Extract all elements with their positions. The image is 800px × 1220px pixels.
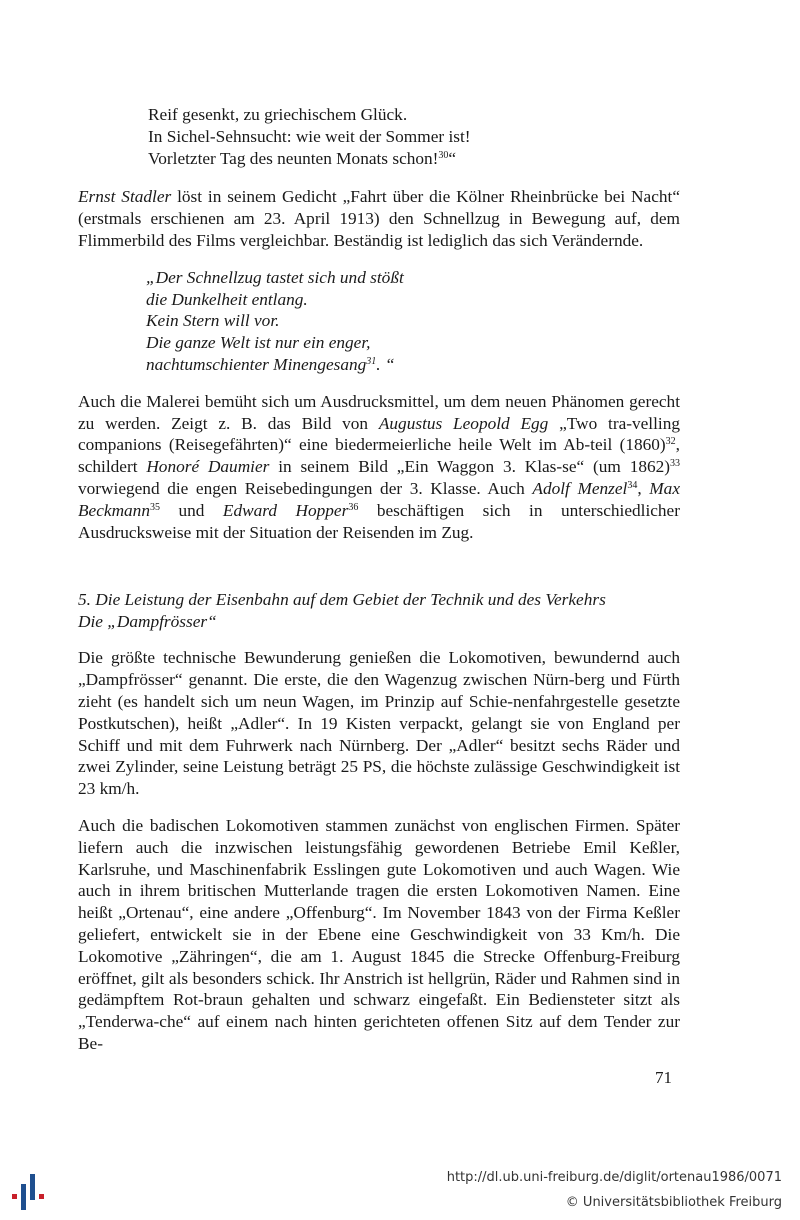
- footnote-ref: 32: [665, 436, 676, 448]
- footnote-ref: 33: [670, 458, 681, 470]
- text-column: [78, 104, 680, 1070]
- paragraph-text: beschäftigen sich in unterschiedlicher Ausdrucksweise mit der Situation der Reisenden im Zug.: [78, 500, 680, 542]
- verse-quote-2: [78, 267, 680, 376]
- footnote-ref: 34: [627, 479, 638, 491]
- verse-line: In Sichel-Sehnsucht: wie weit der Sommer ist!: [148, 126, 471, 146]
- section-title: 5. Die Leistung der Eisenbahn auf dem Gebiet der Technik und des Verkehrs: [78, 590, 606, 610]
- paragraph-text: , schildert: [78, 435, 680, 477]
- paragraph-malerei: [78, 391, 680, 544]
- artist-name: Adolf Menzel: [532, 478, 628, 498]
- footnote-ref: 30: [438, 149, 449, 161]
- artist-name: Honoré Daumier: [146, 457, 270, 477]
- page-number: 71: [655, 1068, 672, 1087]
- paragraph-badische-lokomotiven: Auch die badischen Lokomotiven stammen zunächst von englischen Firmen. Später liefern auch die inzwischen leistungsfähig gewordenen Betriebe Emil Keßler, Karlsruhe, und Maschinenfabrik Esslingen gute Lokomotiven und auch Wagen. Wie auch in ihrem britischen Mutterlande tragen die ersten Lokomotiven Namen. Eine heißt „Ortenau“, eine andere „Offenburg“. Im November 1843 von der Firma Keßler geliefert, entwickelt sie in der Ebene eine Geschwindigkeit von 33 Km/h. Die Lokomotive „Zähringen“, die am 1. August 1845 die Strecke Offenburg-Freiburg eröffnet, gilt als besonders schick. Ihr Anstrich ist hellgrün, Räder und Rahmen sind in gedämpftem Rot-braun gehalten und schwarz eingefaßt. Ein Bediensteter sitzt als „Tenderwa-che“ auf einem nach hinten gerichteten offenen Sitz auf dem Tender zur Be-: [78, 815, 680, 1053]
- verse-line: Die ganze Welt ist nur ein enger,: [146, 333, 371, 353]
- artist-name: Max Beckmann: [78, 478, 680, 520]
- verse-line: Reif gesenkt, zu griechischem Glück.: [148, 105, 408, 124]
- paragraph-text: und: [159, 500, 223, 520]
- section-subtitle: Die „Dampfrösser“: [78, 612, 217, 632]
- verse-text: nachtumschienter Minengesang: [146, 354, 367, 374]
- paragraph-text: löst in seinem Gedicht „Fahrt über die Kölner Rheinbrücke bei Nacht“ (erstmals erschienen am 23. April 1913) den Schnellzug in Bewegung auf, dem Flimmerbild des Films vergleichbar. Beständig ist lediglich das sich Verändernde.: [78, 187, 680, 250]
- paragraph-text: Auch die Malerei bemüht sich um Ausdrucksmittel, um dem neuen Phänomen gerecht zu werden. Zeigt z. B. das Bild von: [78, 391, 680, 433]
- verse-text: Vorletzter Tag des neunten Monats schon!: [148, 148, 439, 168]
- verse-line: „Der Schnellzug tastet sich und stößt: [146, 267, 404, 287]
- paragraph-text: vorwiegend die engen Reisebedingungen der 3. Klasse. Auch: [78, 478, 533, 498]
- paragraph-text: „Two tra-velling companions (Reisegefährten)“ eine biedermeierliche heile Welt im Ab-teil (1860): [78, 413, 680, 455]
- paragraph-stadler: [78, 186, 680, 251]
- footnote-ref: 35: [149, 501, 160, 513]
- verse-line: [78, 354, 680, 376]
- verse-line: die Dunkelheit entlang.: [146, 289, 308, 309]
- section-heading: [78, 589, 680, 633]
- footnote-ref: 36: [348, 501, 359, 513]
- verse-line: [78, 148, 680, 170]
- library-logo-icon: [8, 1170, 54, 1216]
- paragraph-text: ,: [637, 478, 650, 498]
- closing-quote: “: [448, 148, 457, 168]
- source-url-link[interactable]: http://dl.ub.uni-freiburg.de/diglit/ortenau1986/0071: [446, 1170, 782, 1185]
- artist-name: Edward Hopper: [222, 500, 349, 520]
- artist-name: Augustus Leopold Egg: [378, 413, 549, 433]
- copyright-notice: © Universitätsbibliothek Freiburg: [565, 1195, 782, 1210]
- footnote-ref: 31: [366, 355, 377, 367]
- verse-line: Kein Stern will vor.: [146, 311, 280, 331]
- paragraph-text: in seinem Bild „Ein Waggon 3. Klas-se“ (um 1862): [269, 457, 671, 477]
- footer: [0, 1158, 800, 1220]
- closing-quote: . “: [376, 354, 395, 374]
- author-name: Ernst Stadler: [78, 187, 172, 207]
- paragraph-dampfroesser: Die größte technische Bewunderung genießen die Lokomotiven, bewundernd auch „Dampfrösser“ genannt. Die erste, die den Wagenzug zwischen Nürn-berg und Fürth zieht (es handelt sich um neun Wagen, im Prinzip auf Schie-nenfahrgestelle gesetzte Postkutschen), heißt „Adler“. In 19 Kisten verpackt, gelangt sie von England per Schiff und mit dem Fuhrwerk nach Nürnberg. Der „Adler“ besitzt sechs Räder und zwei Zylinder, seine Leistung beträgt 25 PS, die höchste zulässige Geschwindigkeit ist 23 km/h.: [78, 648, 680, 799]
- verse-quote-1: [78, 104, 680, 169]
